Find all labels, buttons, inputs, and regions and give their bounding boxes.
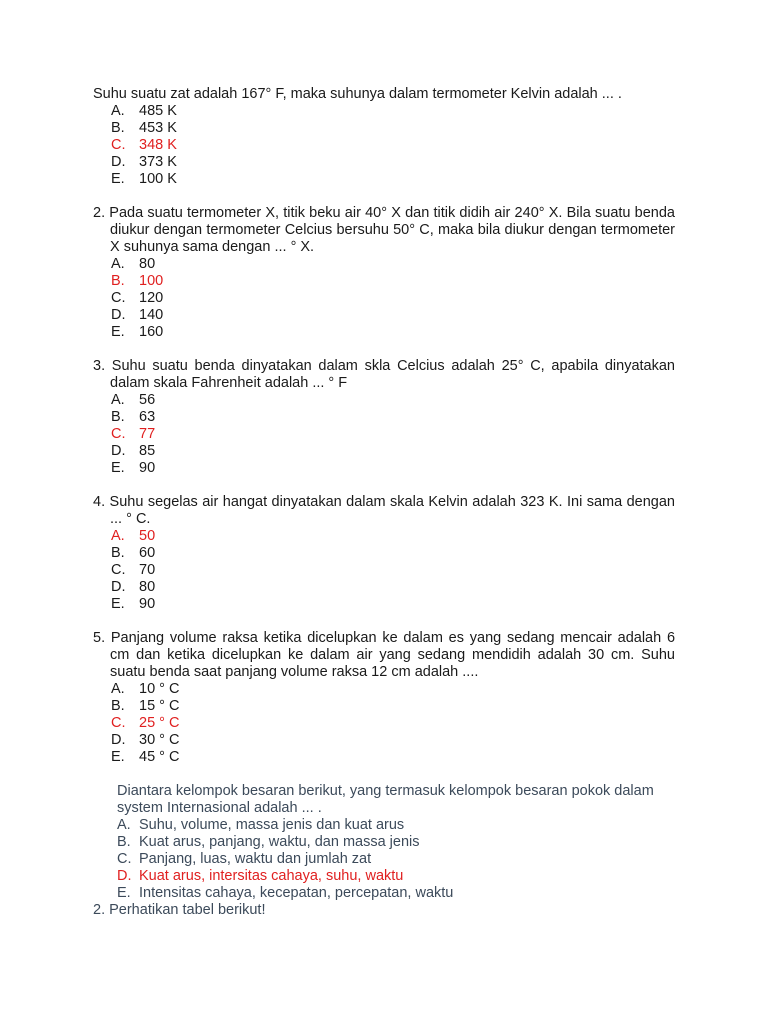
option-letter: C. (111, 715, 126, 731)
option-letter: A. (111, 528, 125, 544)
question-stem: Diantara kelompok besaran berikut, yang termasuk kelompok besaran pokok dalam system Internasional adalah ... . (117, 783, 654, 816)
option (111, 409, 675, 426)
option-letter: A. (111, 103, 125, 119)
option-list (93, 392, 675, 477)
option-letter: C. (111, 290, 126, 306)
option-letter: B. (111, 273, 125, 289)
option-letter: D. (111, 579, 126, 595)
option-text: Suhu, volume, massa jenis dan kuat arus (139, 817, 405, 833)
option (111, 732, 675, 749)
option-text: 56 (139, 392, 156, 408)
option-letter: B. (111, 409, 125, 425)
option-letter: A. (111, 392, 125, 408)
question-text: Panjang volume raksa ketika dicelupkan ke dalam es yang sedang mencair adalah 6 cm dan ketika dicelupkan ke dalam air yang sedang mendidih adalah 30 cm. Suhu suatu benda saat panjang volume raksa 12 cm adalah .... (110, 630, 676, 680)
question-2 (93, 205, 675, 341)
option-text: 80 (139, 256, 156, 272)
question-number: 4. (93, 494, 106, 510)
option-letter: D. (111, 443, 126, 459)
question-list (93, 86, 675, 766)
option-list (93, 256, 675, 341)
option-text: 45 ° C (139, 749, 180, 765)
option-text: Kuat arus, panjang, waktu, dan massa jenis (139, 834, 420, 850)
option-letter: E. (111, 171, 125, 187)
option-letter: E. (111, 324, 125, 340)
option-text: 30 ° C (139, 732, 180, 748)
option-text: 90 (139, 460, 156, 476)
option (117, 834, 675, 851)
next-question-heading: 2. Perhatikan tabel berikut! (93, 902, 266, 918)
option (111, 579, 675, 596)
option-list (93, 681, 675, 766)
option-correct (111, 137, 675, 154)
question-text: Suhu segelas air hangat dinyatakan dalam skala Kelvin adalah 323 K. Ini sama dengan ... ° C. (109, 494, 675, 527)
option-letter: D. (111, 154, 126, 170)
question-stem (93, 630, 675, 681)
option-list (93, 528, 675, 613)
option (111, 307, 675, 324)
question-5 (93, 630, 675, 766)
option-letter: E. (111, 460, 125, 476)
option-text: 50 (139, 528, 156, 544)
option-letter: A. (111, 681, 125, 697)
option-letter: C. (111, 562, 126, 578)
option-text: 120 (139, 290, 164, 306)
option-text: 80 (139, 579, 156, 595)
option-text: Kuat arus, intersitas cahaya, suhu, waktu (139, 868, 404, 884)
option-text: 70 (139, 562, 156, 578)
option (111, 324, 675, 341)
option (111, 681, 675, 698)
option-correct (111, 426, 675, 443)
option-correct (111, 273, 675, 290)
option (111, 698, 675, 715)
option-text: 373 K (139, 154, 177, 170)
option (111, 596, 675, 613)
option (111, 545, 675, 562)
option-text: 63 (139, 409, 156, 425)
option-text: 453 K (139, 120, 177, 136)
question-stem (93, 494, 675, 528)
question-text: Suhu suatu zat adalah 167° F, maka suhunya dalam termometer Kelvin adalah ... . (93, 86, 622, 102)
option-letter: B. (111, 698, 125, 714)
option-text: 348 K (139, 137, 177, 153)
question-3 (93, 358, 675, 477)
option-text: 85 (139, 443, 156, 459)
option-text: Panjang, luas, waktu dan jumlah zat (139, 851, 372, 867)
question-section2 (93, 783, 675, 902)
option (111, 392, 675, 409)
question-1 (93, 86, 675, 188)
option (111, 290, 675, 307)
option-text: 100 K (139, 171, 177, 187)
option-letter: D. (117, 868, 132, 884)
option-text: 140 (139, 307, 164, 323)
question-number: 5. (93, 630, 106, 646)
question-text: Suhu suatu benda dinyatakan dalam skla Celcius adalah 25° C, apabila dinyatakan dalam skala Fahrenheit adalah ... ° F (110, 358, 675, 391)
question-stem (93, 86, 675, 103)
option-text: 77 (139, 426, 156, 442)
option (111, 749, 675, 766)
option (117, 851, 675, 868)
option-list (93, 103, 675, 188)
option-text: 25 ° C (139, 715, 180, 731)
option-text: 60 (139, 545, 156, 561)
option-text: 485 K (139, 103, 177, 119)
option-letter: A. (111, 256, 125, 272)
option-letter: B. (111, 120, 125, 136)
option-text: 90 (139, 596, 156, 612)
question-number: 2. (93, 205, 106, 221)
option-letter: E. (111, 596, 125, 612)
document-page (93, 86, 675, 919)
option (111, 562, 675, 579)
option-correct (117, 868, 675, 885)
option-text: 160 (139, 324, 164, 340)
question-4 (93, 494, 675, 613)
option-letter: D. (111, 307, 126, 323)
option-letter: C. (111, 137, 126, 153)
option-correct (111, 715, 675, 732)
option-text: 10 ° C (139, 681, 180, 697)
option-letter: B. (111, 545, 125, 561)
option-text: 100 (139, 273, 164, 289)
option-text: Intensitas cahaya, kecepatan, percepatan, waktu (139, 885, 454, 901)
option (111, 443, 675, 460)
question-number: 3. (93, 358, 106, 374)
option-letter: A. (117, 817, 131, 833)
option (117, 885, 675, 902)
question-text: Pada suatu termometer X, titik beku air 40° X dan titik didih air 240° X. Bila suatu benda diukur dengan termometer Celcius bersuhu 50° C, maka bila diukur dengan termometer X suhunya sama dengan ... ° X. (109, 205, 675, 255)
option-letter: D. (111, 732, 126, 748)
option-letter: E. (111, 749, 125, 765)
question-stem (93, 358, 675, 392)
option-letter: C. (117, 851, 132, 867)
option-text: 15 ° C (139, 698, 180, 714)
question-stem (93, 205, 675, 256)
option-letter: E. (117, 885, 131, 901)
option (111, 460, 675, 477)
option-list (117, 817, 675, 902)
option (111, 171, 675, 188)
option (111, 120, 675, 137)
option (111, 103, 675, 120)
option (111, 154, 675, 171)
option-letter: C. (111, 426, 126, 442)
option (111, 256, 675, 273)
option (117, 817, 675, 834)
option-letter: B. (117, 834, 131, 850)
option-correct (111, 528, 675, 545)
